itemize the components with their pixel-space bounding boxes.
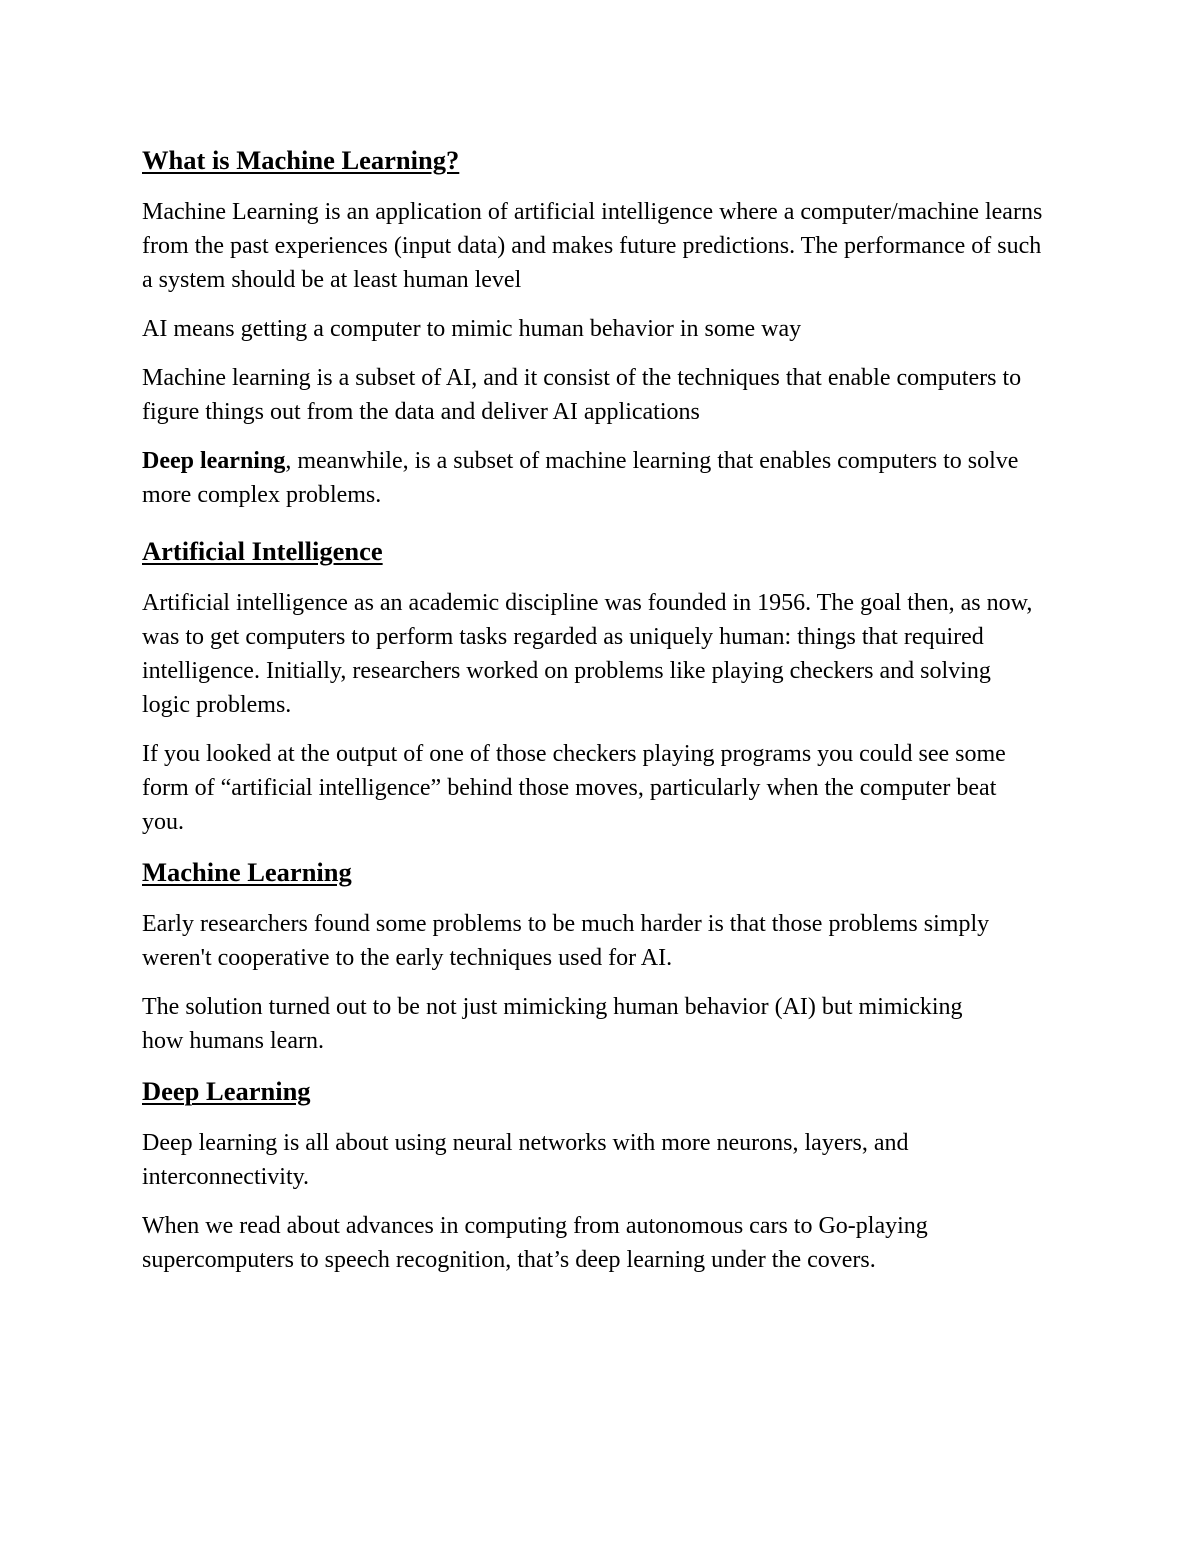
heading-deep-learning: Deep Learning [142, 1076, 311, 1106]
document-page [142, 142, 1062, 1292]
paragraph-deep-learning [142, 444, 1057, 512]
paragraph: Early researchers found some problems to be much harder is that those problems simply weren't cooperative to the early techniques used for AI. [142, 911, 990, 971]
heading-machine-learning: Machine Learning [142, 857, 352, 887]
heading-artificial-intelligence: Artificial Intelligence [142, 536, 383, 566]
paragraph: Artificial intelligence as an academic discipline was founded in 1956. The goal then, as now, was to get computers to perform tasks regarded as uniquely human: things that required intelligence. Initially, researchers worked on problems like playing checkers and solving logic problems. [142, 590, 1033, 718]
paragraph-checkers [142, 737, 1032, 839]
paragraph-text: behind those moves, particularly when the computer beat you. [142, 775, 997, 835]
section-deep-learning [142, 1073, 1062, 1277]
paragraph: Machine Learning is an application of artificial intelligence where a computer/machine learns from the past experiences (input data) and makes future predictions. The performance of such a system should be at least human level [142, 199, 1043, 293]
heading-what-is-ml: What is Machine Learning? [142, 145, 460, 175]
quoted-term: “artificial intelligence” [220, 775, 442, 801]
paragraph-text: , meanwhile, is a subset of machine learning that enables computers to solve more complex problems. [142, 448, 1019, 508]
paragraph: AI means getting a computer to mimic human behavior in some way [142, 316, 802, 342]
section-what-is-ml [142, 142, 1062, 512]
bold-term: Deep learning [142, 448, 286, 474]
paragraph: When we read about advances in computing from autonomous cars to Go-playing supercomputers to speech recognition, that’s deep learning under the covers. [142, 1213, 928, 1273]
paragraph: Deep learning is all about using neural networks with more neurons, layers, and interconnectivity. [142, 1130, 909, 1190]
paragraph-text: If you looked at the output of one of those checkers playing programs you could see some form of [142, 741, 1006, 801]
paragraph: The solution turned out to be not just mimicking human behavior (AI) but mimicking how humans learn. [142, 994, 963, 1054]
paragraph: Machine learning is a subset of AI, and it consist of the techniques that enable computers to figure things out from the data and deliver AI applications [142, 365, 1022, 425]
section-artificial-intelligence [142, 533, 1062, 839]
section-machine-learning [142, 854, 1062, 1058]
